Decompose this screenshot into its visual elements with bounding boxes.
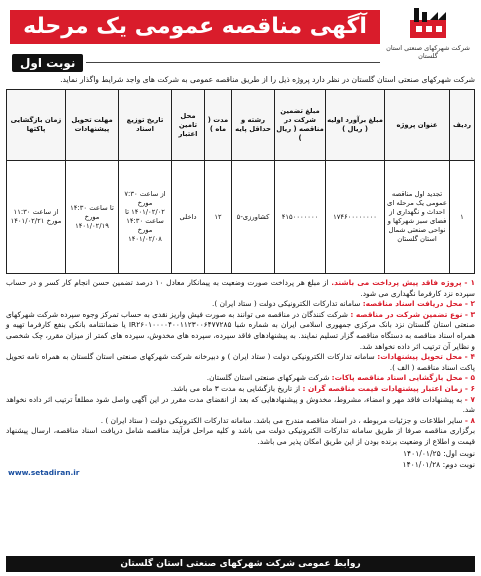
col-header-field: رشته و حداقل پایه [232,90,275,161]
cell-estimate: ۱۷۴۶۰۰۰۰۰۰۰۰ [326,161,385,274]
col-header-num: ردیف [450,90,475,161]
col-header-opening: زمان بازگشایی پاکتها [7,90,66,161]
logo-text: شرکت شهرکهای صنعتی استان گلستان [386,44,470,60]
col-header-duration: مدت ( ماه ) [205,90,232,161]
cell-deadline: تا ساعت ۱۴:۳۰ مورخ ۱۴۰۱/۰۲/۱۹ [66,161,119,274]
factory-logo-icon [408,6,448,40]
round-badge: نوبت اول [12,54,83,72]
header [6,4,475,72]
second-date-label: نوبت دوم: [442,459,475,469]
cell-duration: ۱۲ [205,161,232,274]
company-logo [385,6,471,68]
first-date-label: نوبت اول: [443,448,475,458]
table-row [7,161,475,274]
first-date-value: ۱۴۰۱/۰۱/۲۵ [402,448,441,458]
footer-banner: روابط عمومی شرکت شهرکهای صنعتی استان گلستان [6,556,475,572]
condition-item: ۶ - زمان اعتبار پیشنهادات قیمت مناقصه گران : از تاریخ بازگشایی به مدت ۳ ماه می باشد. [170,383,475,393]
cell-guarantee: ۴۱۵۰۰۰۰۰۰۰ [275,161,326,274]
tender-table [6,89,475,274]
cell-num: ۱ [450,161,475,274]
cell-funding: داخلی [172,161,205,274]
col-header-distribution: تاریخ توزیع اسناد [119,90,172,161]
website-link[interactable]: www.setadiran.ir [8,468,80,477]
table-header-row [7,90,475,161]
condition-item: ۱ - پروژه فاقد پیش پرداخت می باشند. از مبلغ هر پرداخت صورت وضعیت به پیمانکار معادل ۱۰ درصد تضمین حسن انجام کار کسر و در حساب سپرده نزد کارفرما نگهداری می شود. [6,278,475,298]
col-header-estimate: مبلغ برآورد اولیه ( ریال ) [326,90,385,161]
condition-item: ۳ - نوع تضمین شرکت در مناقصه : شرکت کنندگان در مناقصه می توانند به صورت فیش واریز نقدی به حساب تمرکز وجوه سپرده شرکت شهرکهای صنعتی استان گلستان نزد بانک مرکزی جمهوری اسلامی ایران به شماره شبا IR۲۶۰۱۰۰۰۰۴۰۰۱۱۲۳۰۰۶۴۷۷۲۸۵ یا ضمانتنامه بانکی بنفع کارفرما تهیه و همراه اسناد مناقصه به دستگاه مناقصه گزار تسلیم نمایند. به پیشنهادهای فاقد سپرده، سپرده های مخدوش، سپرده های کمتر از میزان مقرر، چک شخصی و نظایر آن ترتیب اثر داده نخواهد شد. [6,309,476,351]
intro-text: شرکت شهرکهای صنعتی استان گلستان در نظر دارد پروژه ذیل را از طریق مناقصه عمومی به شرکت های واجد شرایط واگذار نماید. [60,75,475,84]
cell-field: کشاورزی-۵ [232,161,275,274]
col-header-deadline: مهلت تحویل پیشنهادات [66,90,119,161]
col-header-guarantee: مبلغ تضمین شرکت در مناقصه ( ریال ) [275,90,326,161]
notice-title: آگهی مناقصه عمومی یک مرحله ای [10,10,380,44]
cell-project: تجدید اول مناقصه عمومی یک مرحله ای احداث و نگهداری از فضای سبز شهرکها و نواحی صنعتی شمال استان گلستان [385,161,450,274]
condition-item: ۴ - محل تحویل پیشنهادات: سامانه تدارکات الکترونیکی دولت ( ستاد ایران ) و دبیرخانه شرکت شهرکهای صنعتی استان گلستان به همراه نامه تحویل پاکت اسناد مناقصه ( الف ). [6,352,475,372]
cell-opening: از ساعت ۱۱:۳۰ مورخ ۱۴۰۱/۰۲/۲۱ [7,161,66,274]
cell-distribution: از ساعت ۷:۳۰ مورخ ۱۴۰۱/۰۲/۰۲ تا ساعت ۱۴:۳۰ مورخ ۱۴۰۱/۰۲/۰۸ [119,161,172,274]
conditions-list [6,278,475,470]
second-date-value: ۱۴۰۱/۰۱/۲۸ [402,459,441,469]
condition-item: ۵ - محل بازگشایی اسناد مناقصه پاکات: شرکت شهرکهای صنعتی استان گلستان. [206,373,475,383]
col-header-project: عنوان پروژه [385,90,450,161]
condition-item: ۷ - به پیشنهادات فاقد مهر و امضاء، مشروط، مخدوش و پیشنهادهایی که بعد از انقضای مدت مقرر در این آگهی واصل شود مطلقاً ترتیب اثر داده نخواهد شد. [6,394,475,415]
header-divider [86,62,380,63]
condition-item: ۸ - سایر اطلاعات و جزئیات مربوطه ، در اسناد مناقصه مندرج می باشد. سامانه تدارکات الکترونیکی دولت ( ستاد ایران ) . [100,415,475,425]
publication-dates [6,448,475,470]
condition-item: برگزاری مناقصه صرفا از طریق سامانه تدارکات الکترونیکی دولت می باشد و کلیه مراحل فرآیند مناقصه شامل دریافت اسناد مناقصه، ارسال پیشنهاد قیمت و اطلاع از وضعیت برنده بودن از این طریق امکان پذیر می باشد. [6,426,475,446]
condition-item: ۲ - محل دریافت اسناد مناقصه: سامانه تدارکات الکترونیکی دولت ( ستاد ایران ). [212,299,475,309]
col-header-funding: محل تامین اعتبار [172,90,205,161]
